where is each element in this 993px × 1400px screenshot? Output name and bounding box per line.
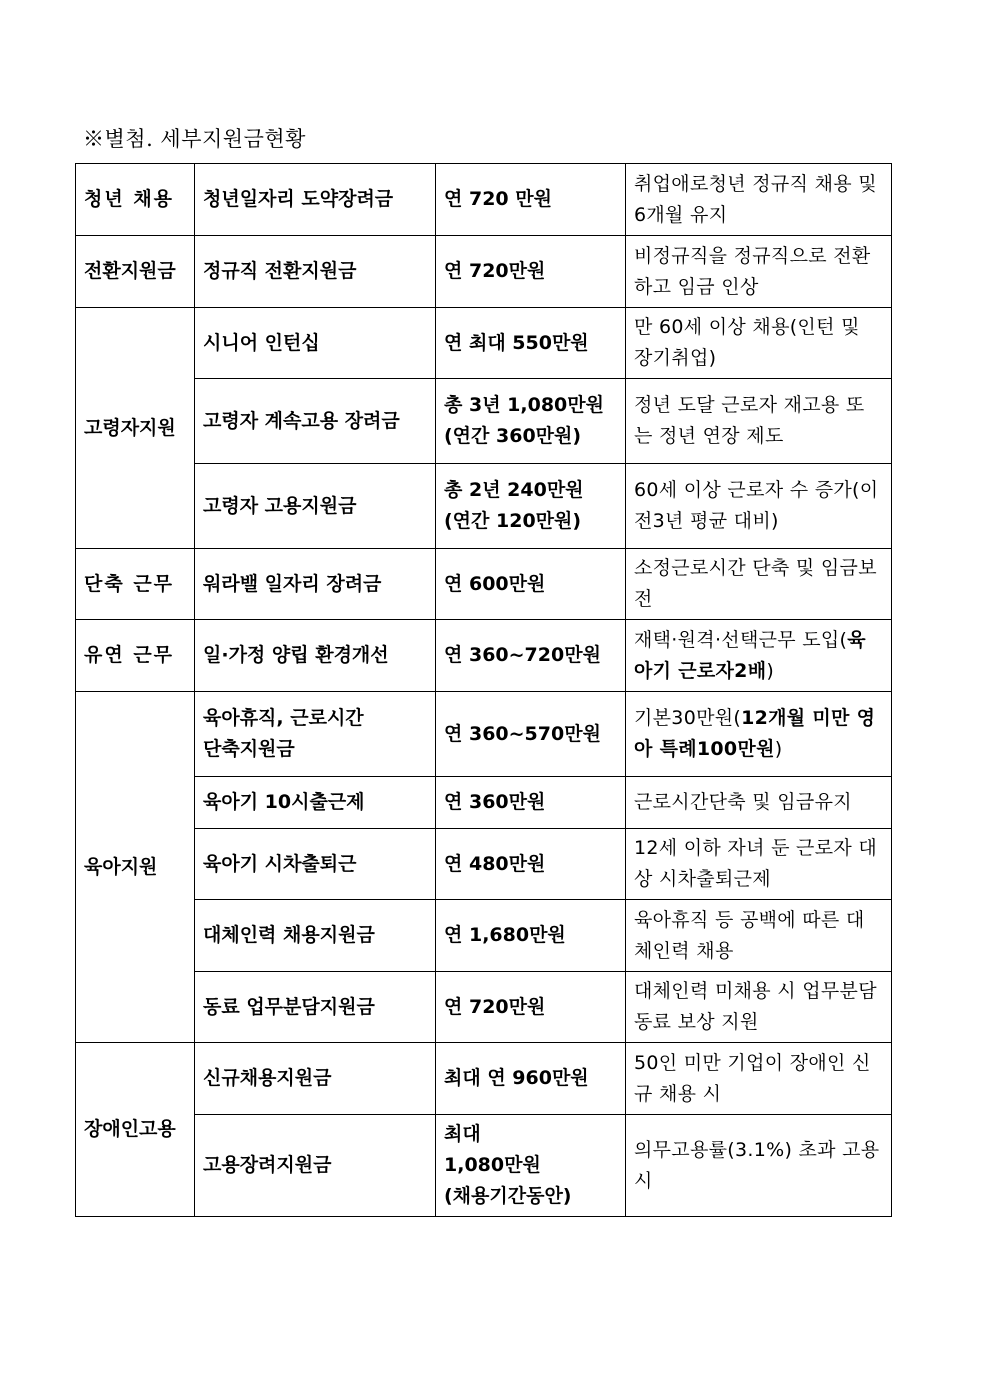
category-cell: 장애인고용 [76, 1043, 195, 1217]
program-cell: 고령자 계속고용 장려금 [195, 379, 436, 464]
table-row [76, 620, 892, 692]
category-cell: 청년 채용 [76, 164, 195, 236]
amount-line: (연간 360만원) [444, 425, 582, 447]
program-cell: 청년일자리 도약장려금 [195, 164, 436, 236]
table-row [76, 464, 892, 549]
description-cell: 60세 이상 근로자 수 증가(이전3년 평균 대비) [626, 464, 892, 549]
attachment-heading: ※별첨. 세부지원금현황 [83, 127, 306, 151]
program-cell: 육아기 시차출퇴근 [195, 829, 436, 900]
amount-cell [436, 1115, 626, 1217]
table-row [76, 972, 892, 1043]
description-cell: 대체인력 미채용 시 업무분담 동료 보상 지원 [626, 972, 892, 1043]
program-line: 단축지원금 [203, 738, 295, 760]
table-row [76, 777, 892, 829]
amount-cell: 연 720만원 [436, 236, 626, 308]
amount-cell: 연 360~570만원 [436, 692, 626, 777]
category-cell: 단축 근무 [76, 549, 195, 620]
program-cell: 육아기 10시출근제 [195, 777, 436, 829]
table-row [76, 692, 892, 777]
table-row [76, 308, 892, 379]
program-cell: 고령자 고용지원금 [195, 464, 436, 549]
amount-cell: 최대 연 960만원 [436, 1043, 626, 1115]
amount-line: 총 3년 1,080만원 [444, 394, 604, 416]
table-row [76, 900, 892, 972]
description-cell: 정년 도달 근로자 재고용 또는 정년 연장 제도 [626, 379, 892, 464]
description-cell: 육아휴직 등 공백에 따른 대체인력 채용 [626, 900, 892, 972]
amount-cell: 연 최대 550만원 [436, 308, 626, 379]
amount-line: 최대 [444, 1123, 481, 1145]
program-cell: 일·가정 양립 환경개선 [195, 620, 436, 692]
amount-cell: 연 720만원 [436, 972, 626, 1043]
program-cell [195, 692, 436, 777]
amount-line: 총 2년 240만원 [444, 479, 584, 501]
table-row [76, 1043, 892, 1115]
amount-cell: 연 1,680만원 [436, 900, 626, 972]
description-cell: 근로시간단축 및 임금유지 [626, 777, 892, 829]
table-row [76, 829, 892, 900]
description-cell: 비정규직을 정규직으로 전환하고 임금 인상 [626, 236, 892, 308]
amount-cell [436, 379, 626, 464]
description-cell: 50인 미만 기업이 장애인 신규 채용 시 [626, 1043, 892, 1115]
table-row [76, 549, 892, 620]
table-row [76, 236, 892, 308]
program-cell: 정규직 전환지원금 [195, 236, 436, 308]
amount-line: (연간 120만원) [444, 510, 582, 532]
description-cell: 의무고용률(3.1%) 초과 고용 시 [626, 1115, 892, 1217]
description-cell: 재택·원격·선택근무 도입(육아기 근로자2배) [626, 620, 892, 692]
table-row [76, 1115, 892, 1217]
program-cell: 고용장려지원금 [195, 1115, 436, 1217]
description-cell: 만 60세 이상 채용(인턴 및 장기취업) [626, 308, 892, 379]
subsidy-table [75, 163, 892, 1217]
program-cell: 동료 업무분담지원금 [195, 972, 436, 1043]
amount-cell: 연 360만원 [436, 777, 626, 829]
amount-cell [436, 464, 626, 549]
description-cell: 취업애로청년 정규직 채용 및 6개월 유지 [626, 164, 892, 236]
category-cell: 전환지원금 [76, 236, 195, 308]
program-line: 육아휴직, 근로시간 [203, 707, 364, 729]
description-cell: 소정근로시간 단축 및 임금보전 [626, 549, 892, 620]
program-cell: 신규채용지원금 [195, 1043, 436, 1115]
amount-cell: 연 360~720만원 [436, 620, 626, 692]
table-row [76, 379, 892, 464]
program-cell: 대체인력 채용지원금 [195, 900, 436, 972]
table-row [76, 164, 892, 236]
category-cell: 고령자지원 [76, 308, 195, 549]
amount-line: 1,080만원 [444, 1154, 541, 1176]
description-cell: 기본30만원(12개월 미만 영아 특례100만원) [626, 692, 892, 777]
category-cell: 육아지원 [76, 692, 195, 1043]
program-cell: 워라밸 일자리 장려금 [195, 549, 436, 620]
amount-line: (채용기간동안) [444, 1185, 572, 1207]
category-cell: 유연 근무 [76, 620, 195, 692]
program-cell: 시니어 인턴십 [195, 308, 436, 379]
amount-cell: 연 480만원 [436, 829, 626, 900]
description-cell: 12세 이하 자녀 둔 근로자 대상 시차출퇴근제 [626, 829, 892, 900]
amount-cell: 연 720 만원 [436, 164, 626, 236]
amount-cell: 연 600만원 [436, 549, 626, 620]
